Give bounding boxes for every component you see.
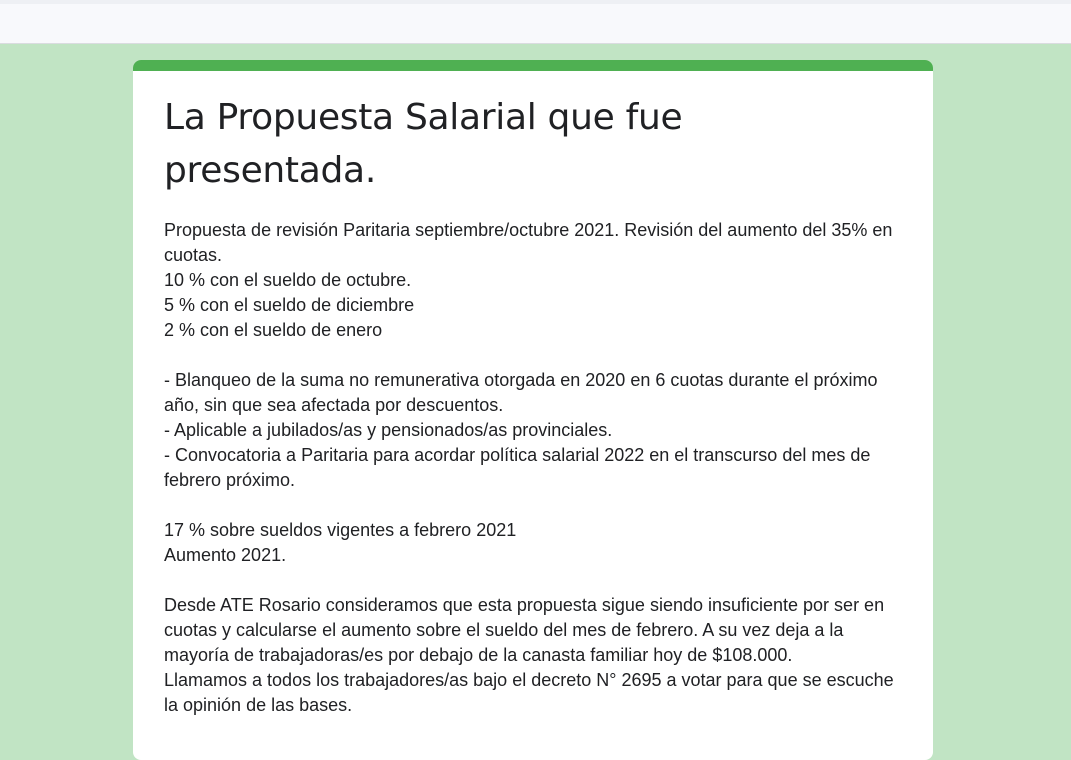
form-header-body [133,71,933,718]
browser-top-bar [0,0,1071,44]
description-blank-line [164,568,902,593]
description-line: - Convocatoria a Paritaria para acordar política salarial 2022 en el transcurso del mes de febrero próximo. [164,445,876,490]
description-line: Llamamos a todos los trabajadores/as bajo el decreto N° 2695 a votar para que se escuche la opinión de las bases. [164,670,899,715]
description-blank-line [164,343,902,368]
form-header-card [133,60,933,760]
form-description [164,218,902,718]
description-blank-line [164,493,902,518]
description-line: Desde ATE Rosario consideramos que esta propuesta sigue siendo insuficiente por ser en cuotas y calcularse el aumento sobre el sueldo del mes de febrero. A su vez deja a la mayoría de trabajadoras/es por debajo de la canasta familiar hoy de $108.000. [164,595,890,665]
description-line: 5 % con el sueldo de diciembre [164,295,415,315]
form-accent-bar [133,60,933,71]
form-title: La Propuesta Salarial que fue presentada. [164,97,683,191]
description-line: 2 % con el sueldo de enero [164,320,383,340]
description-line: Aumento 2021. [164,545,287,565]
description-line: 10 % con el sueldo de octubre. [164,270,412,290]
description-line: Propuesta de revisión Paritaria septiembre/octubre 2021. Revisión del aumento del 35% en cuotas. [164,220,898,265]
description-line: 17 % sobre sueldos vigentes a febrero 2021 [164,520,517,540]
description-line: - Blanqueo de la suma no remunerativa otorgada en 2020 en 6 cuotas durante el próximo año, sin que sea afectada por descuentos. [164,370,883,415]
description-line: - Aplicable a jubilados/as y pensionados/as provinciales. [164,420,613,440]
